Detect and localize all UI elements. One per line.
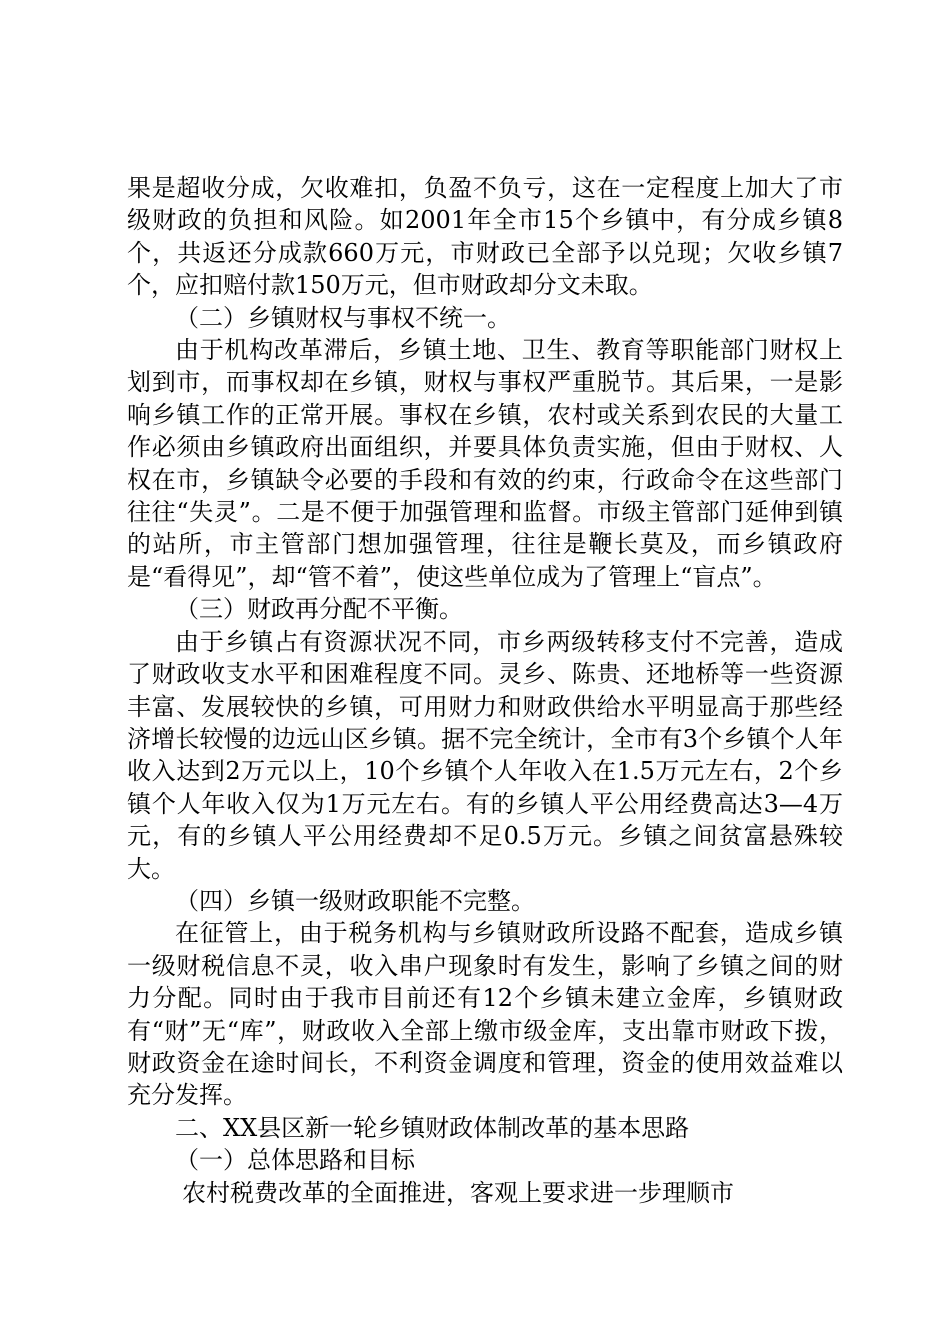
subheading-overall: （一）总体思路和目标	[175, 1146, 415, 1175]
subheading-2: （二）乡镇财权与事权不统一。	[175, 303, 511, 332]
paragraph-redistribution: 由于乡镇占有资源状况不同，市乡两级转移支付不完善，造成了财政收支水平和困难程度不同。灵乡、陈贵、还地桥等一些资源丰富、发展较快的乡镇，可用财力和财政供给水平明显高于那些经济增长较慢的边远山区乡镇。据不完全统计，全市有3个乡镇个人年收入达到2万元以上，10个乡镇个人年收入在1.5万元左右，2个乡镇个人年收入仅为1万元左右。有的乡镇人平公用经费高达3—4万元，有的乡镇人平公用经费却不足0.5万元。乡镇之间贫富悬殊较大。	[127, 627, 843, 883]
section-heading-2: 二、XX县区新一轮乡镇财政体制改革的基本思路	[175, 1113, 690, 1142]
paragraph-authority-mismatch: 由于机构改革滞后，乡镇土地、卫生、教育等职能部门财权上划到市，而事权却在乡镇，财权与事权严重脱节。其后果，一是影响乡镇工作的正常开展。事权在乡镇，农村或关系到农民的大量工作必须由乡镇政府出面组织，并要具体负责实施，但由于财权、人权在市，乡镇缺令必要的手段和有效的约束，行政命令在这些部门往往“失灵”。二是不便于加强管理和监督。市级主管部门延伸到镇的站所，市主管部门想加强管理，往往是鞭长莫及，而乡镇政府是“看得见”，却“管不着”，使这些单位成为了管理上“盲点”。	[127, 336, 843, 591]
paragraph-revenue-sharing: 果是超收分成，欠收难扣，负盈不负亏，这在一定程度上加大了市级财政的负担和风险。如2001年全市15个乡镇中，有分成乡镇8个，共返还分成款660万元，市财政已全部予以兑现；欠收乡镇7个，应扣赔付款150万元，但市财政却分文未取。	[127, 174, 843, 300]
paragraph-fiscal-functions: 在征管上，由于税务机构与乡镇财政所设路不配套，造成乡镇一级财税信息不灵，收入串户现象时有发生，影响了乡镇之间的财力分配。同时由于我市目前还有12个乡镇未建立金库，乡镇财政有“财”无“库”，财政收入全部上缴市级金库，支出靠市财政下拨，财政资金在途时间长，不利资金调度和管理，资金的使用效益难以充分发挥。	[127, 919, 843, 1110]
paragraph-tax-reform: 农村税费改革的全面推进，客观上要求进一步理顺市	[182, 1178, 734, 1207]
subheading-4: （四）乡镇一级财政职能不完整。	[175, 886, 535, 915]
subheading-3: （三）财政再分配不平衡。	[175, 595, 463, 624]
document-body	[127, 172, 843, 1209]
